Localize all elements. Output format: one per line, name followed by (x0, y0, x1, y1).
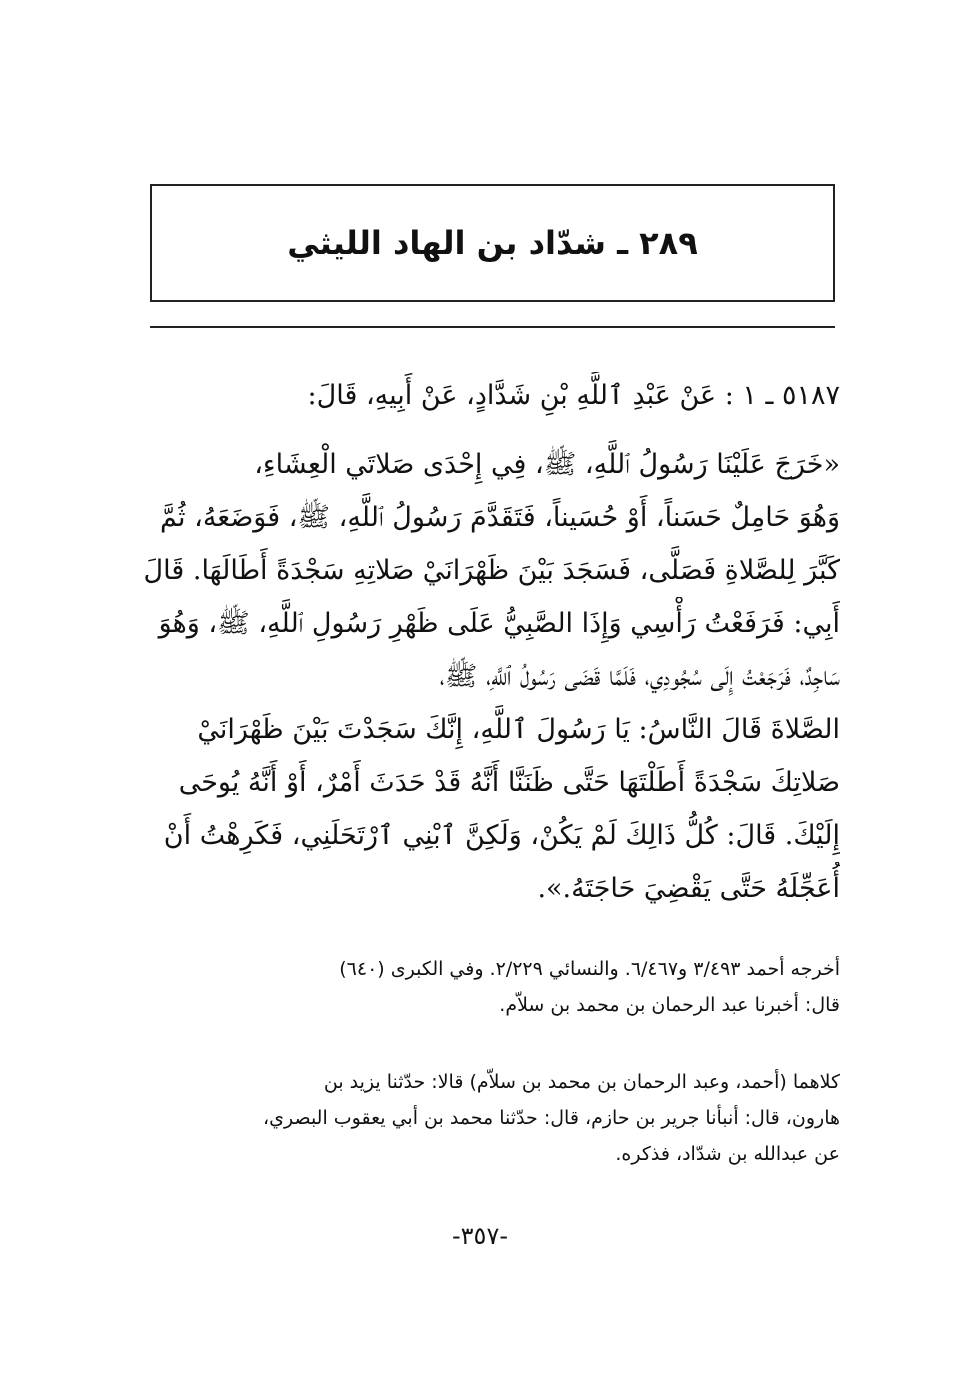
separator-rule (150, 326, 835, 328)
takhrij-paragraph-2 (120, 1064, 840, 1172)
hadith-line: صَلاتِكَ سَجْدَةً أَطَلْتَهَا حَتَّى ظَنَنَّا أَنَّهُ قَدْ حَدَثَ أَمْرٌ، أَوْ أَنَّهُ يُوحَى (178, 767, 840, 798)
hadith-intro: ٥١٨٧ ـ ١ : عَنْ عَبْدِ ٱللَّهِ بْنِ شَدَّادٍ، عَنْ أَبِيهِ، قَالَ: (307, 380, 840, 411)
hadith-text (120, 438, 840, 915)
takhrij-line: كلاهما (أحمد، وعبد الرحمان بن محمد بن سلاّم) قالا: حدّثنا يزيد بن (323, 1071, 840, 1093)
hadith-line: أُعَجِّلَهُ حَتَّى يَقْضِيَ حَاجَتَهُ.». (537, 873, 840, 904)
hadith-line: إِلَيْكَ. قَالَ: كُلُّ ذَالِكَ لَمْ يَكُنْ، وَلَكِنَّ ٱبْنِي ٱرْتَحَلَنِي، فَكَرِهْتُ أَنْ (163, 820, 840, 851)
hadith-line: سَاجِدٌ، فَرَجَعْتُ إِلَى سُجُودِي، فَلَمَّا قَضَى رَسُولُ ٱللَّهِ، ﷺ، (439, 661, 840, 692)
hadith-line: الصَّلاةَ قَالَ النَّاسُ: يَا رَسُولَ ٱللَّهِ، إِنَّكَ سَجَدْتَ بَيْنَ ظَهْرَانَيْ (197, 714, 840, 745)
page-number: -٣٥٧- (451, 1222, 508, 1250)
takhrij-line: أخرجه أحمد ٣/٤٩٣ و٦/٤٦٧. والنسائي ٢/٢٢٩. وفي الكبرى (٦٤٠) (339, 958, 840, 980)
chapter-title-box (150, 184, 835, 302)
hadith-line: وَهُوَ حَامِلٌ حَسَناً، أَوْ حُسَيناً، فَتَقَدَّمَ رَسُولُ ٱللَّهِ، ﷺ، فَوَضَعَهُ، ثُمَّ (160, 502, 840, 533)
hadith-line: «خَرَجَ عَلَيْنَا رَسُولُ ٱللَّهِ، ﷺ، فِي إِحْدَى صَلاتَي الْعِشَاءِ، (254, 449, 840, 480)
takhrij-paragraph-1 (120, 951, 840, 1023)
takhrij-line: عن عبدالله بن شدّاد، فذكره. (615, 1143, 840, 1165)
hadith-line: كَبَّرَ لِلصَّلاةِ فَصَلَّى، فَسَجَدَ بَيْنَ ظَهْرَانَيْ صَلاتِهِ سَجْدَةً أَطَالَهَا. قَالَ (143, 555, 840, 586)
takhrij-line: قال: أخبرنا عبد الرحمان بن محمد بن سلاّم. (499, 994, 840, 1016)
chapter-title: ٢٨٩ ـ شدّاد بن الهاد الليثي (287, 224, 698, 262)
takhrij-line: هارون، قال: أنبأنا جرير بن حازم، قال: حدّثنا محمد بن أبي يعقوب البصري، (262, 1107, 840, 1129)
hadith-line: أَبِي: فَرَفَعْتُ رَأْسِي وَإِذَا الصَّبِيُّ عَلَى ظَهْرِ رَسُولِ ٱللَّهِ، ﷺ، وَهُوَ (158, 608, 840, 639)
